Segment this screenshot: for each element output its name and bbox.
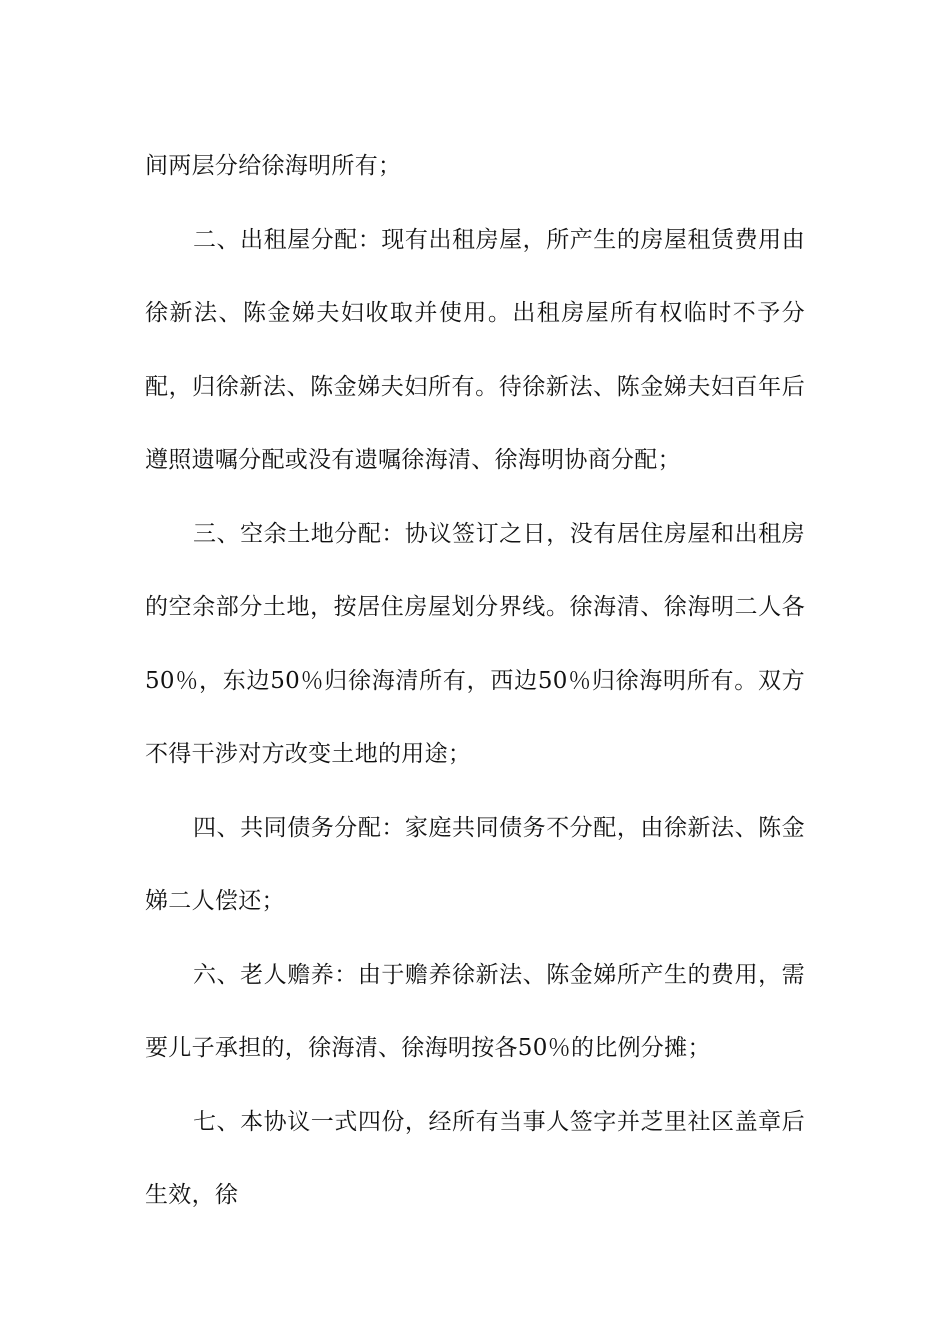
paragraph-debt-allocation: 四、共同债务分配：家庭共同债务不分配，由徐新法、陈金娣二人偿还； <box>145 814 805 914</box>
paragraph-land-allocation: 三、空余土地分配：协议签订之日，没有居住房屋和出租房的空余部分土地，按居住房屋划分界线。徐海清、徐海明二人各50％，东边50％归徐海清所有，西边50％归徐海明所有。双方不得干涉对方改变土地的用途； <box>145 520 805 767</box>
paragraph-continuation: 间两层分给徐海明所有； <box>145 153 402 179</box>
paragraph-elder-support: 六、老人赡养：由于赡养徐新法、陈金娣所产生的费用，需要儿子承担的，徐海清、徐海明按各50％的比例分摊； <box>145 961 805 1061</box>
paragraph-agreement-copies: 七、本协议一式四份，经所有当事人签字并芝里社区盖章后生效，徐 <box>145 1108 805 1208</box>
paragraph-rental-allocation: 二、出租屋分配：现有出租房屋，所产生的房屋租赁费用由徐新法、陈金娣夫妇收取并使用。出租房屋所有权临时不予分配，归徐新法、陈金娣夫妇所有。待徐新法、陈金娣夫妇百年后遵照遗嘱分配或没有遗嘱徐海清、徐海明协商分配； <box>145 226 805 473</box>
document-body <box>145 130 805 1233</box>
